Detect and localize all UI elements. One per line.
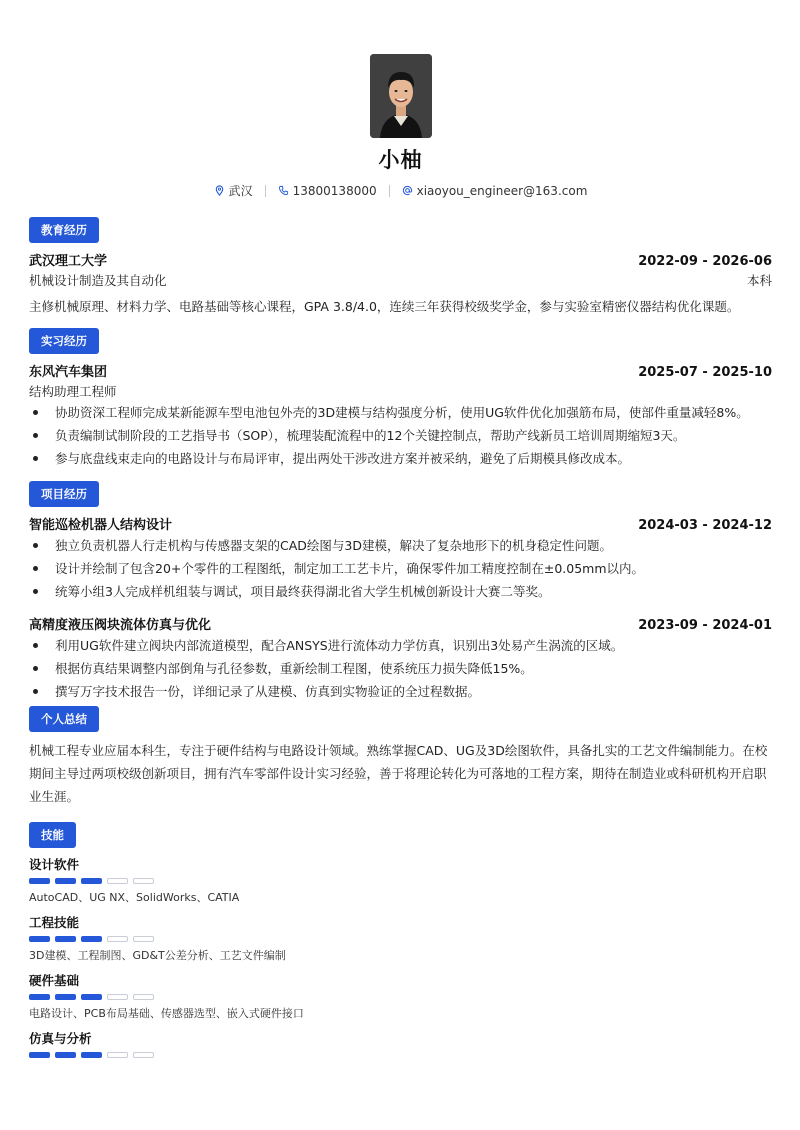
skill-level-filled — [81, 878, 102, 884]
skill-level-filled — [81, 994, 102, 1000]
section-heading-education: 教育经历 — [29, 217, 99, 243]
project-row — [29, 514, 772, 533]
section-heading-internship: 实习经历 — [29, 328, 99, 354]
project-period: 2023-09 - 2024-01 — [638, 618, 772, 633]
education-row — [29, 250, 772, 269]
contact-email — [390, 184, 600, 198]
skill-level-empty — [133, 878, 154, 884]
internship-bullets — [29, 404, 772, 467]
list-item: 根据仿真结果调整内部倒角与孔径参数，重新绘制工程图，使系统压力损失降低15%。 — [29, 660, 772, 677]
skill-level-empty — [107, 1052, 128, 1058]
skill-level-filled — [55, 994, 76, 1000]
skill-level-filled — [29, 1052, 50, 1058]
section-projects — [29, 481, 772, 700]
project-item — [29, 614, 772, 700]
skill-item — [29, 913, 772, 963]
skill-level-empty — [107, 994, 128, 1000]
skill-level-empty — [107, 936, 128, 942]
skill-level-empty — [107, 878, 128, 884]
internship-row — [29, 361, 772, 380]
project-name: 智能巡检机器人结构设计 — [29, 518, 173, 533]
skill-level-filled — [29, 994, 50, 1000]
section-skills — [29, 822, 772, 1058]
skill-name: 设计软件 — [29, 857, 80, 872]
phone-text: 13800138000 — [292, 183, 377, 198]
section-heading-projects: 项目经历 — [29, 481, 99, 507]
skill-level-empty — [133, 994, 154, 1000]
section-heading-summary: 个人总结 — [29, 706, 99, 732]
skill-level-bar — [29, 878, 772, 884]
education-period: 2022-09 - 2026-06 — [638, 254, 772, 269]
skill-level-bar — [29, 1052, 772, 1058]
internship-period: 2025-07 - 2025-10 — [638, 365, 772, 380]
list-item: 设计并绘制了包含20+个零件的工程图纸，制定加工工艺卡片，确保零件加工精度控制在±0.05mm以内。 — [29, 560, 772, 577]
skill-level-filled — [55, 878, 76, 884]
school-name: 武汉理工大学 — [29, 254, 108, 269]
list-item: 利用UG软件建立阀块内部流道模型，配合ANSYS进行流体动力学仿真，识别出3处易产生涡流的区域。 — [29, 637, 772, 654]
skill-description: AutoCAD、UG NX、SolidWorks、CATIA — [29, 891, 240, 904]
contact-bar — [29, 182, 772, 199]
contact-location — [202, 182, 265, 199]
list-item: 负责编制试制阶段的工艺指导书（SOP），梳理装配流程中的12个关键控制点，帮助产线新员工培训周期缩短3天。 — [29, 427, 772, 444]
education-subrow — [29, 269, 772, 289]
project-bullets — [29, 537, 772, 600]
degree: 本科 — [746, 273, 772, 288]
list-item: 撰写万字技术报告一份，详细记录了从建模、仿真到实物验证的全过程数据。 — [29, 683, 772, 700]
skill-level-bar — [29, 994, 772, 1000]
skill-level-filled — [55, 1052, 76, 1058]
skill-level-filled — [81, 936, 102, 942]
candidate-name: 小柚 — [378, 148, 423, 172]
list-item: 参与底盘线束走向的电路设计与布局评审，提出两处干涉改进方案并被采纳，避免了后期模具修改成本。 — [29, 450, 772, 467]
phone-icon — [278, 185, 289, 196]
resume-header — [29, 0, 772, 199]
section-summary — [29, 706, 772, 808]
skill-level-filled — [29, 878, 50, 884]
skill-level-filled — [55, 936, 76, 942]
company-name: 东风汽车集团 — [29, 365, 108, 380]
list-item: 协助资深工程师完成某新能源车型电池包外壳的3D建模与结构强度分析，使用UG软件优化加强筋布局，使部件重量减轻8%。 — [29, 404, 772, 421]
list-item: 统筹小组3人完成样机组装与调试，项目最终获得湖北省大学生机械创新设计大赛二等奖。 — [29, 583, 772, 600]
summary-text: 机械工程专业应届本科生，专注于硬件结构与电路设计领域。熟练掌握CAD、UG及3D绘图软件，具备扎实的工艺文件编制能力。在校期间主导过两项校级创新项目，拥有汽车零部件设计实习经验，善于将理论转化为可落地的工程方案，期待在制造业或科研机构开启职业生涯。 — [29, 743, 768, 804]
education-description: 主修机械原理、材料力学、电路基础等核心课程，GPA 3.8/4.0，连续三年获得校级奖学金，参与实验室精密仪器结构优化课题。 — [29, 299, 740, 314]
skill-item — [29, 1029, 772, 1058]
project-name: 高精度液压阀块流体仿真与优化 — [29, 618, 212, 633]
skill-level-empty — [133, 936, 154, 942]
location-pin-icon — [214, 185, 225, 196]
skill-name: 硬件基础 — [29, 973, 80, 988]
skills-list — [29, 855, 772, 1058]
contact-phone — [266, 184, 389, 198]
skill-name: 工程技能 — [29, 915, 80, 930]
skill-item — [29, 971, 772, 1021]
section-internship — [29, 328, 772, 467]
at-sign-icon — [402, 185, 413, 196]
section-education — [29, 217, 772, 318]
project-period: 2024-03 - 2024-12 — [638, 518, 772, 533]
skill-description: 3D建模、工程制图、GD&T公差分析、工艺文件编制 — [29, 949, 286, 962]
skill-level-filled — [81, 1052, 102, 1058]
skill-item — [29, 855, 772, 905]
resume-content — [29, 0, 772, 1066]
location-text: 武汉 — [228, 184, 253, 198]
avatar — [370, 54, 432, 138]
skill-level-empty — [133, 1052, 154, 1058]
email-text: xiaoyou_engineer@163.com — [416, 183, 588, 198]
major: 机械设计制造及其自动化 — [29, 273, 167, 288]
section-heading-skills: 技能 — [29, 822, 76, 848]
skill-level-filled — [29, 936, 50, 942]
project-bullets — [29, 637, 772, 700]
internship-role: 结构助理工程师 — [29, 384, 117, 399]
skill-description: 电路设计、PCB布局基础、传感器选型、嵌入式硬件接口 — [29, 1007, 304, 1020]
skill-name: 仿真与分析 — [29, 1031, 92, 1046]
skill-level-bar — [29, 936, 772, 942]
project-item — [29, 514, 772, 600]
project-row — [29, 614, 772, 633]
list-item: 独立负责机器人行走机构与传感器支架的CAD绘图与3D建模，解决了复杂地形下的机身稳定性问题。 — [29, 537, 772, 554]
